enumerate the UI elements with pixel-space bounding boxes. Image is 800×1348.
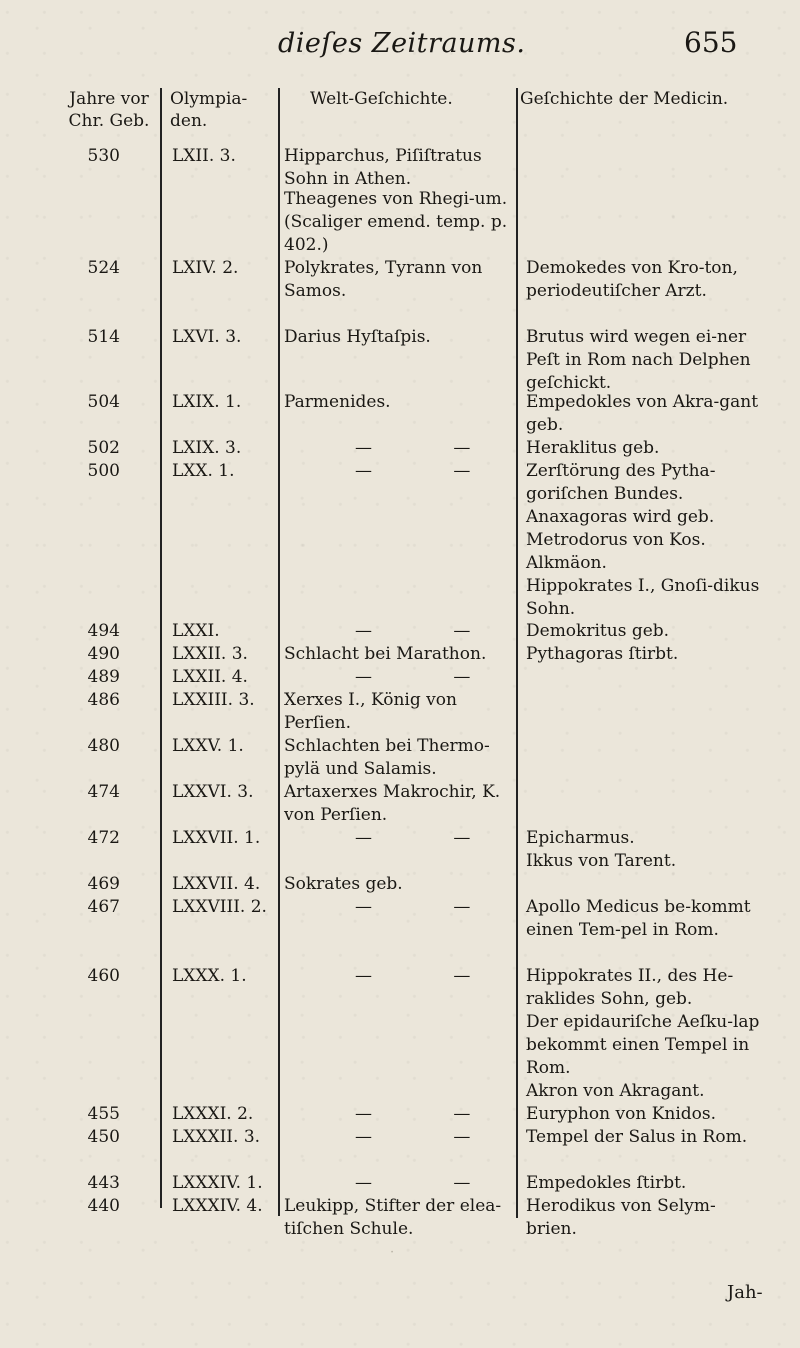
- row-world-history: Schlacht bei Marathon.: [284, 644, 487, 664]
- row-medical-history: Anaxagoras wird geb.: [526, 507, 715, 527]
- row-olympiad: LXXX. 1.: [172, 966, 247, 986]
- row-olympiad: LXXVIII. 2.: [172, 897, 267, 917]
- row-year: 502: [87, 438, 120, 458]
- row-year: 440: [87, 1196, 120, 1216]
- row-year: 514: [87, 327, 120, 347]
- row-world-history: — —: [355, 828, 509, 848]
- row-olympiad: LXXIII. 3.: [172, 690, 255, 710]
- row-medical-history: Zerſtörung des Pytha-goriſchen Bundes.: [526, 461, 716, 504]
- row-medical-history: Brutus wird wegen ei-ner Peſt in Rom nach Delphen geſchickt.: [526, 327, 751, 393]
- column-header-year: Jahre vor Chr. Geb.: [68, 89, 150, 131]
- row-olympiad: LXXXIV. 4.: [172, 1196, 263, 1216]
- row-year: 494: [87, 621, 120, 641]
- row-olympiad: LXIX. 1.: [172, 392, 242, 412]
- row-olympiad: LXXV. 1.: [172, 736, 244, 756]
- row-medical-history: Euryphon von Knidos.: [526, 1104, 717, 1124]
- row-year: 443: [87, 1173, 120, 1193]
- row-olympiad: LXIX. 3.: [172, 438, 242, 458]
- row-olympiad: LXVI. 3.: [172, 327, 242, 347]
- column-header-medicine: Geſchichte der Medicin.: [520, 89, 729, 109]
- row-year: 524: [87, 258, 120, 278]
- row-olympiad: LXXI.: [172, 621, 220, 641]
- row-world-history: — —: [355, 897, 509, 917]
- row-medical-history: Heraklitus geb.: [526, 438, 660, 458]
- row-year: 450: [87, 1127, 120, 1147]
- row-world-history: Artaxerxes Makrochir, K. von Perſien.: [284, 782, 501, 825]
- row-olympiad: LXX. 1.: [172, 461, 235, 481]
- column-header-world: Welt-Geſchichte.: [310, 89, 453, 109]
- row-olympiad: LXIV. 2.: [172, 258, 239, 278]
- row-olympiad: LXXXIV. 1.: [172, 1173, 263, 1193]
- row-medical-history: Empedokles von Akra-gant geb.: [526, 392, 759, 435]
- row-olympiad: LXXVII. 1.: [172, 828, 261, 848]
- row-medical-history: Tempel der Salus in Rom.: [526, 1127, 748, 1147]
- row-year: 504: [87, 392, 120, 412]
- row-world-history: Schlachten bei Thermo-pylä und Salamis.: [284, 736, 490, 779]
- running-head: dieſes Zeitraums.: [278, 28, 526, 59]
- row-medical-history: Ikkus von Tarent.: [526, 851, 677, 871]
- row-medical-history: Empedokles ſtirbt.: [526, 1173, 687, 1193]
- row-year: 486: [87, 690, 120, 710]
- row-medical-history: Alkmäon.: [526, 553, 607, 573]
- row-world-history: Darius Hyſtaſpis.: [284, 327, 431, 347]
- row-year: 472: [87, 828, 120, 848]
- row-olympiad: LXXII. 3.: [172, 644, 248, 664]
- row-medical-history: Demokedes von Kro-ton, periodeutiſcher Arzt.: [526, 258, 738, 301]
- row-world-history: — —: [355, 1104, 509, 1124]
- row-year: 469: [87, 874, 120, 894]
- row-world-history: — —: [355, 438, 509, 458]
- row-world-history: — —: [355, 1173, 509, 1193]
- row-world-history: Sokrates geb.: [284, 874, 403, 894]
- row-medical-history: Metrodorus von Kos.: [526, 530, 706, 550]
- row-world-history: Xerxes I., König von Perſien.: [284, 690, 457, 733]
- row-medical-history: Der epidauriſche Aeſku-lap bekommt einen Tempel in Rom.: [526, 1012, 760, 1078]
- row-world-history: — —: [355, 966, 509, 986]
- row-year: 500: [87, 461, 120, 481]
- row-year: 490: [87, 644, 120, 664]
- row-world-history: — —: [355, 461, 509, 481]
- row-year: 489: [87, 667, 120, 687]
- row-olympiad: LXXVII. 4.: [172, 874, 261, 894]
- row-year: 530: [87, 146, 120, 166]
- row-year: 474: [87, 782, 120, 802]
- row-world-history: Parmenides.: [284, 392, 391, 412]
- row-year: 455: [87, 1104, 120, 1124]
- row-olympiad: LXII. 3.: [172, 146, 236, 166]
- row-year: 467: [87, 897, 120, 917]
- row-world-history: — —: [355, 667, 509, 687]
- row-world-history: Leukipp, Stifter der elea-tiſchen Schule.: [284, 1196, 502, 1239]
- row-medical-history: Apollo Medicus be-kommt einen Tem-pel in Rom.: [526, 897, 751, 940]
- row-medical-history: Pythagoras ſtirbt.: [526, 644, 679, 664]
- row-medical-history: Herodikus von Selym-brien.: [526, 1196, 716, 1239]
- row-world-history: Theagenes von Rhegi-um. (Scaliger emend. temp. p. 402.): [284, 189, 508, 255]
- row-olympiad: LXXVI. 3.: [172, 782, 254, 802]
- row-world-history: — —: [355, 1127, 509, 1147]
- row-medical-history: Hippokrates II., des He-raklides Sohn, geb.: [526, 966, 734, 1009]
- page-number: 655: [684, 26, 738, 59]
- row-year: 480: [87, 736, 120, 756]
- column-header-olympiad: Olympia-den.: [170, 89, 248, 131]
- row-world-history: Polykrates, Tyrann von Samos.: [284, 258, 483, 301]
- row-world-history: Hipparchus, Piſiſtratus Sohn in Athen.: [284, 146, 482, 189]
- row-medical-history: Demokritus geb.: [526, 621, 670, 641]
- row-medical-history: Epicharmus.: [526, 828, 635, 848]
- column-rule-1: [160, 88, 162, 1208]
- row-world-history: — —: [355, 621, 509, 641]
- row-olympiad: LXXXII. 3.: [172, 1127, 261, 1147]
- row-year: 460: [87, 966, 120, 986]
- row-medical-history: Hippokrates I., Gnoſi-dikus Sohn.: [526, 576, 760, 619]
- row-olympiad: LXXII. 4.: [172, 667, 248, 687]
- row-medical-history: Akron von Akragant.: [526, 1081, 705, 1101]
- row-olympiad: LXXXI. 2.: [172, 1104, 254, 1124]
- catchword: Jah-: [727, 1282, 763, 1303]
- show-through-text: ·: [390, 1245, 395, 1260]
